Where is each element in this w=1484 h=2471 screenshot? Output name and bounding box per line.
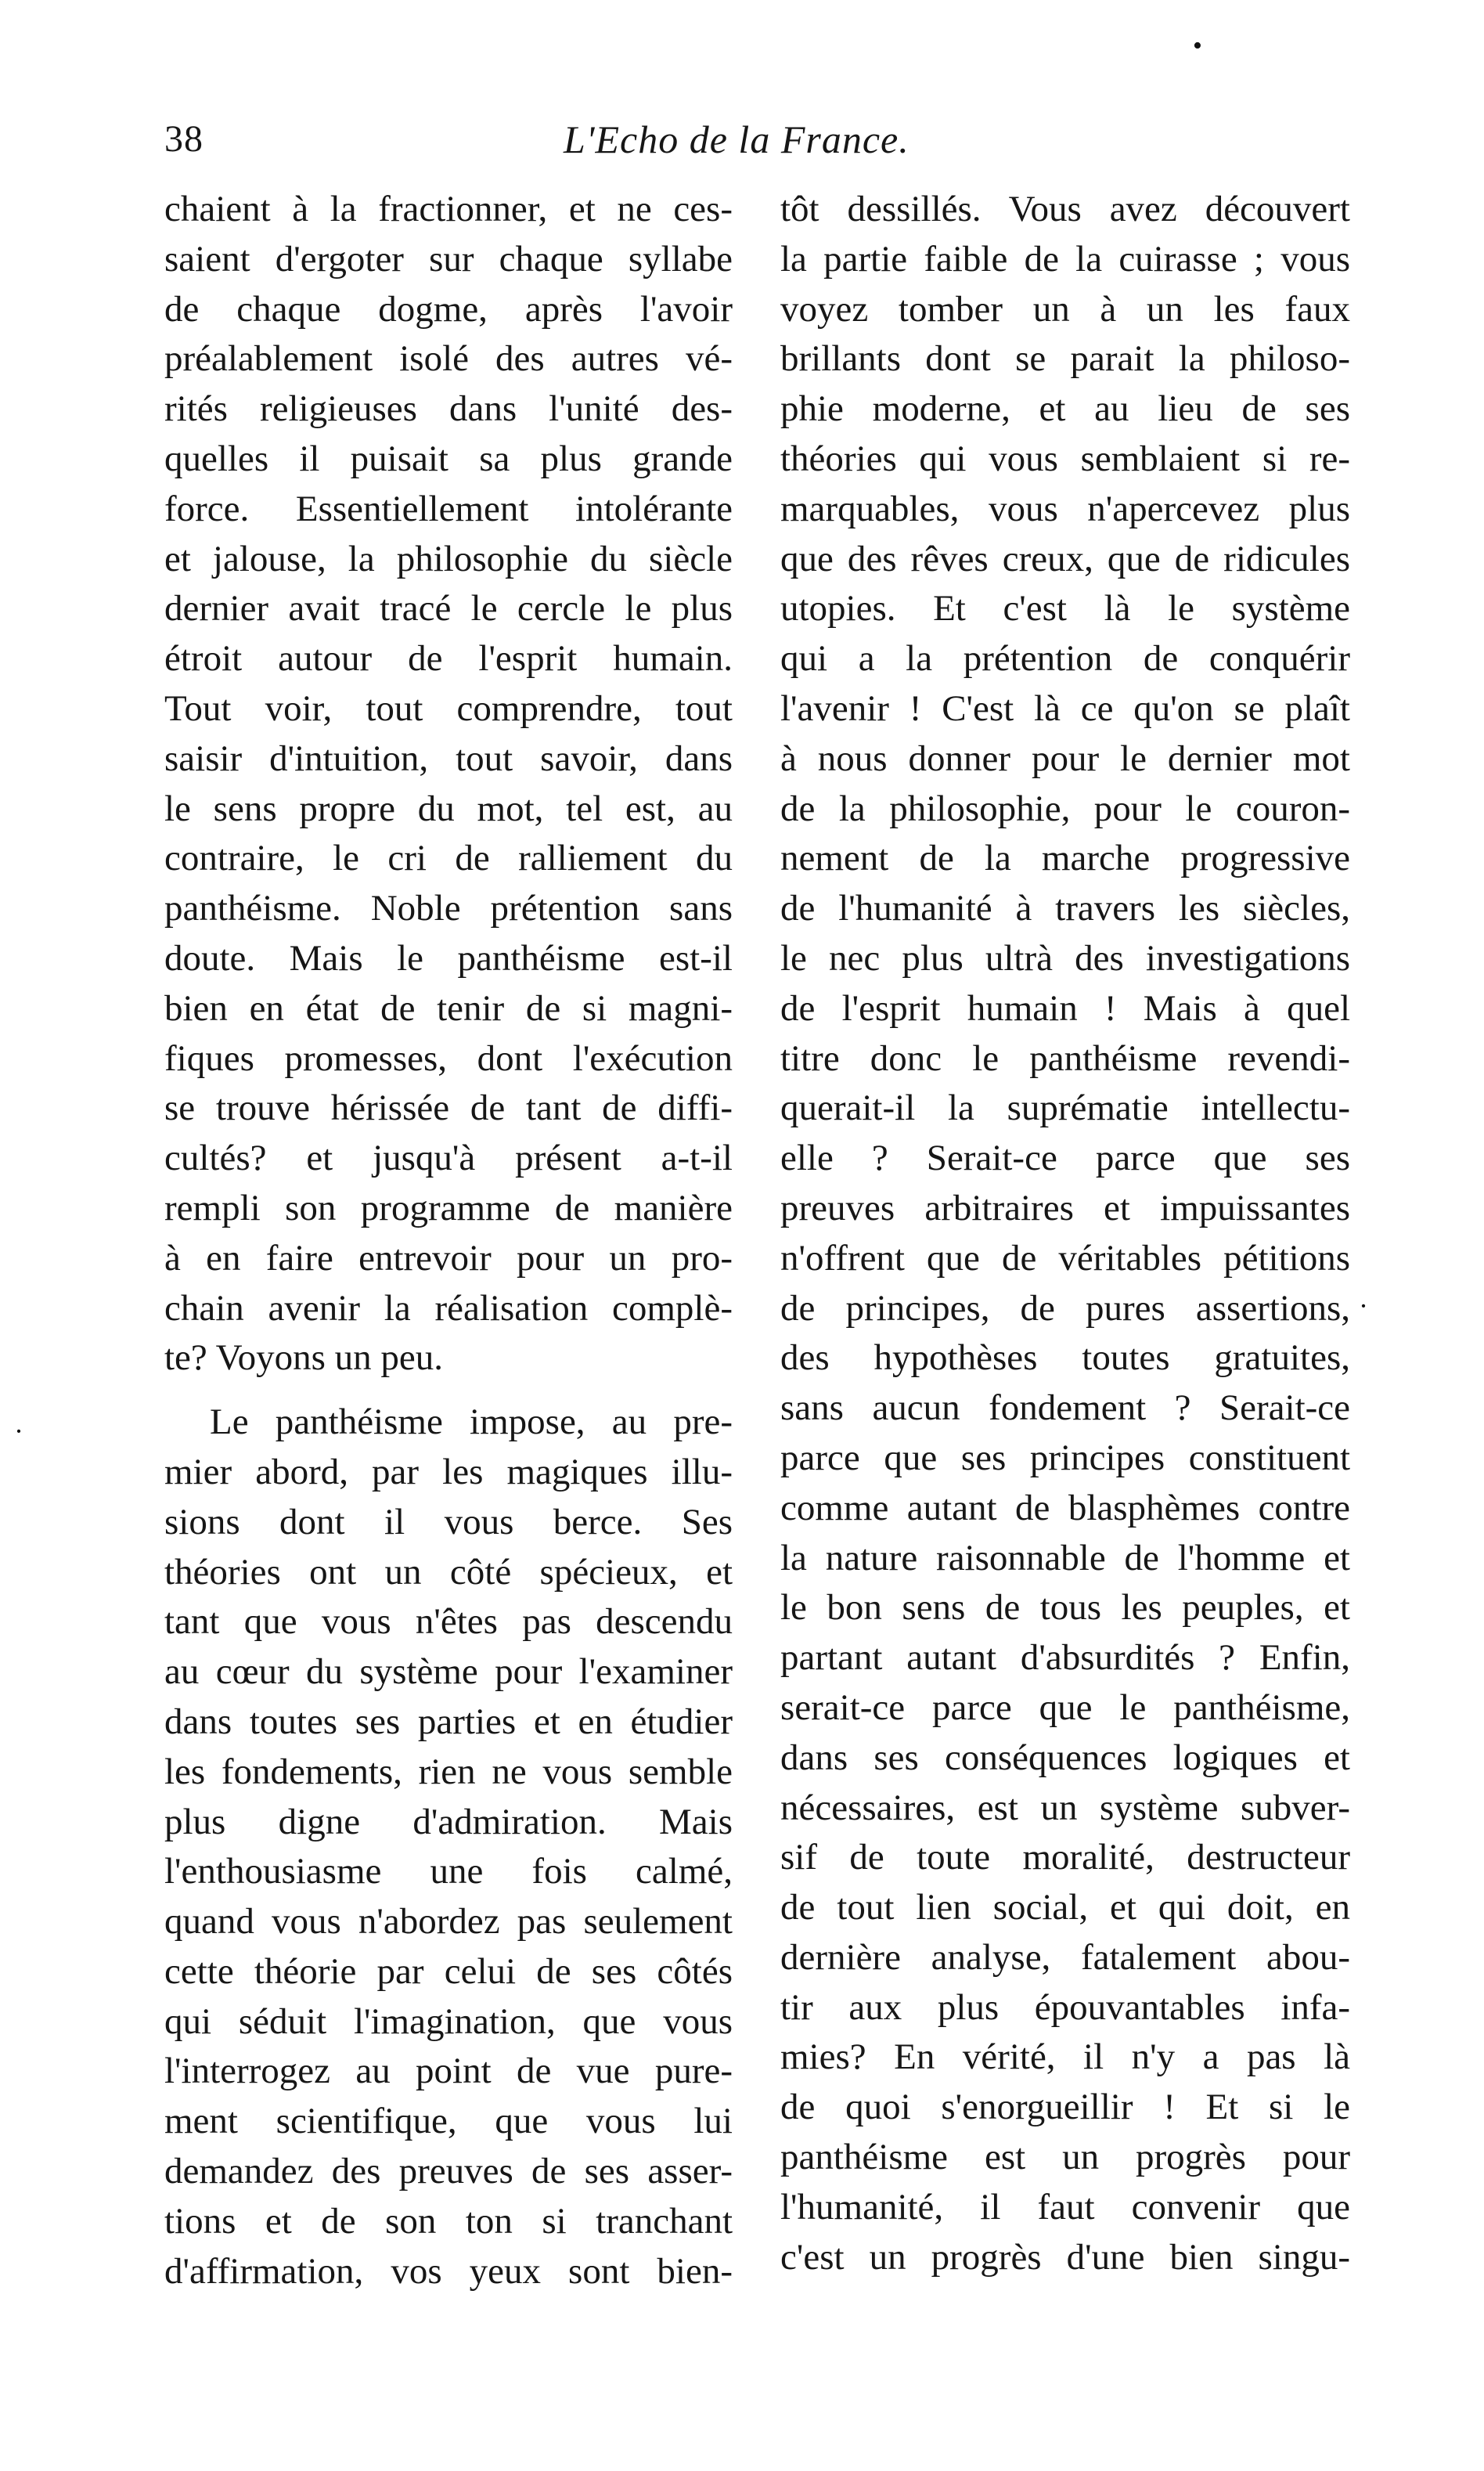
text-line: qui a la prétention de conquérir — [780, 638, 1350, 680]
text-line: théories ont un côté spécieux, et — [164, 1551, 733, 1593]
text-line: mier abord, par les magiques illu- — [164, 1451, 733, 1492]
text-line: elle ? Serait-ce parce que ses — [780, 1138, 1350, 1179]
text-line: utopies. Et c'est là le système — [780, 588, 1350, 629]
text-line: plus digne d'admiration. Mais — [164, 1801, 733, 1842]
text-line: saient d'ergoter sur chaque syllabe — [164, 238, 733, 280]
text-line: te? Voyons un peu. — [164, 1337, 443, 1379]
text-line: dernière analyse, fatalement abou- — [780, 1936, 1350, 1978]
page-header — [164, 114, 1362, 177]
ink-speck-top-right: • — [1193, 31, 1202, 60]
text-line: marquables, vous n'apercevez plus — [780, 488, 1350, 529]
text-line: le nec plus ultrà des investigations — [780, 937, 1350, 979]
text-line: de la philosophie, pour le couron- — [780, 788, 1350, 829]
text-line: sif de toute moralité, destructeur — [780, 1837, 1350, 1878]
text-line: de quoi s'enorgueillir ! Et si le — [780, 2087, 1350, 2128]
text-line: de l'esprit humain ! Mais à quel — [780, 987, 1350, 1029]
text-line: Le panthéisme impose, au pre- — [210, 1401, 733, 1443]
text-line: nement de la marche progressive — [780, 838, 1350, 879]
text-line: contraire, le cri de ralliement du — [164, 838, 733, 879]
text-line: de principes, de pures assertions, — [780, 1287, 1350, 1329]
text-line: rempli son programme de manière — [164, 1187, 733, 1228]
text-line: tions et de son ton si tranchant — [164, 2200, 733, 2242]
text-line: fiques promesses, dont l'exécution — [164, 1037, 733, 1079]
text-line: rités religieuses dans l'unité des- — [164, 388, 733, 430]
paragraph-1 — [164, 185, 733, 1383]
text-line: serait-ce parce que le panthéisme, — [780, 1686, 1350, 1728]
text-line: preuves arbitraires et impuissantes — [780, 1187, 1350, 1228]
text-line: c'est un progrès d'une bien singu- — [780, 2236, 1350, 2278]
text-line: chain avenir la réalisation complè- — [164, 1287, 733, 1329]
text-line: l'interrogez au point de vue pure- — [164, 2051, 733, 2092]
text-line: l'humanité, il faut convenir que — [780, 2186, 1350, 2228]
text-line: dans ses conséquences logiques et — [780, 1737, 1350, 1778]
right-column — [780, 185, 1350, 2282]
text-line: de chaque dogme, après l'avoir — [164, 288, 733, 330]
text-line: comme autant de blasphèmes contre — [780, 1487, 1350, 1528]
text-line: parce que ses principes constituent — [780, 1437, 1350, 1478]
page-number: 38 — [164, 118, 204, 160]
text-line: doute. Mais le panthéisme est-il — [164, 937, 733, 979]
text-line: à nous donner pour le dernier mot — [780, 738, 1350, 779]
text-line: au cœur du système pour l'examiner — [164, 1651, 733, 1693]
text-line: n'offrent que de véritables pétitions — [780, 1237, 1350, 1279]
text-line: l'enthousiasme une fois calmé, — [164, 1851, 733, 1892]
text-line: demandez des preuves de ses asser- — [164, 2151, 733, 2192]
text-line: à en faire entrevoir pour un pro- — [164, 1237, 733, 1279]
paragraph-2 — [164, 1398, 733, 2296]
text-line: d'affirmation, vos yeux sont bien- — [164, 2250, 733, 2292]
text-line: querait-il la suprématie intellectu- — [780, 1088, 1350, 1129]
text-line: des hypothèses toutes gratuites, — [780, 1337, 1350, 1379]
text-line: dernier avait tracé le cercle le plus — [164, 588, 733, 629]
text-line: sans aucun fondement ? Serait-ce — [780, 1387, 1350, 1429]
ink-speck-left-margin: · — [14, 1416, 23, 1447]
text-line: l'avenir ! C'est là ce qu'on se plaît — [780, 687, 1350, 729]
text-line: tôt dessillés. Vous avez découvert — [780, 189, 1350, 229]
text-line: de l'humanité à travers les siècles, — [780, 888, 1350, 929]
text-line: partant autant d'absurdités ? Enfin, — [780, 1637, 1350, 1679]
text-line: panthéisme est un progrès pour — [780, 2137, 1350, 2178]
text-line: force. Essentiellement intolérante — [164, 488, 733, 529]
text-line: étroit autour de l'esprit humain. — [164, 638, 733, 680]
text-line: sions dont il vous berce. Ses — [164, 1501, 733, 1542]
text-line: voyez tomber un à un les faux — [780, 288, 1350, 330]
text-line: nécessaires, est un système subver- — [780, 1787, 1350, 1828]
left-column — [164, 185, 733, 2296]
text-line: cultés? et jusqu'à présent a-t-il — [164, 1138, 733, 1179]
text-line: préalablement isolé des autres vé- — [164, 338, 733, 380]
text-line: se trouve hérissée de tant de diffi- — [164, 1088, 733, 1129]
text-line: que des rêves creux, que de ridicules — [780, 538, 1350, 579]
text-line: tant que vous n'êtes pas descendu — [164, 1601, 733, 1643]
text-line: mies? En vérité, il n'y a pas là — [780, 2036, 1350, 2078]
text-line: tir aux plus épouvantables infa- — [780, 1986, 1350, 2028]
text-line: ment scientifique, que vous lui — [164, 2101, 733, 2142]
text-line: le sens propre du mot, tel est, au — [164, 788, 733, 829]
text-line: qui séduit l'imagination, que vous — [164, 2000, 733, 2042]
text-line: la partie faible de la cuirasse ; vous — [780, 238, 1350, 280]
text-line: le bon sens de tous les peuples, et — [780, 1587, 1350, 1629]
text-line: Tout voir, tout comprendre, tout — [164, 687, 733, 729]
text-line: dans toutes ses parties et en étudier — [164, 1701, 733, 1742]
running-title: L'Echo de la France. — [564, 117, 909, 161]
text-line: brillants dont se parait la philoso- — [780, 338, 1350, 380]
text-line: les fondements, rien ne vous semble — [164, 1751, 733, 1792]
text-line: saisir d'intuition, tout savoir, dans — [164, 738, 733, 779]
text-line: théories qui vous semblaient si re- — [780, 438, 1350, 479]
text-line: bien en état de tenir de si magni- — [164, 987, 733, 1029]
text-line: de tout lien social, et qui doit, en — [780, 1887, 1350, 1928]
text-line: chaient à la fractionner, et ne ces- — [164, 189, 733, 229]
text-line: cette théorie par celui de ses côtés — [164, 1950, 733, 1992]
text-line: panthéisme. Noble prétention sans — [164, 888, 733, 929]
ink-speck-right-margin: · — [1359, 1290, 1368, 1322]
text-line: titre donc le panthéisme revendi- — [780, 1037, 1350, 1079]
text-line: quand vous n'abordez pas seulement — [164, 1901, 733, 1943]
text-line: la nature raisonnable de l'homme et — [780, 1537, 1350, 1578]
text-line: et jalouse, la philosophie du siècle — [164, 538, 733, 579]
text-line: quelles il puisait sa plus grande — [164, 438, 733, 479]
text-line: phie moderne, et au lieu de ses — [780, 388, 1350, 430]
